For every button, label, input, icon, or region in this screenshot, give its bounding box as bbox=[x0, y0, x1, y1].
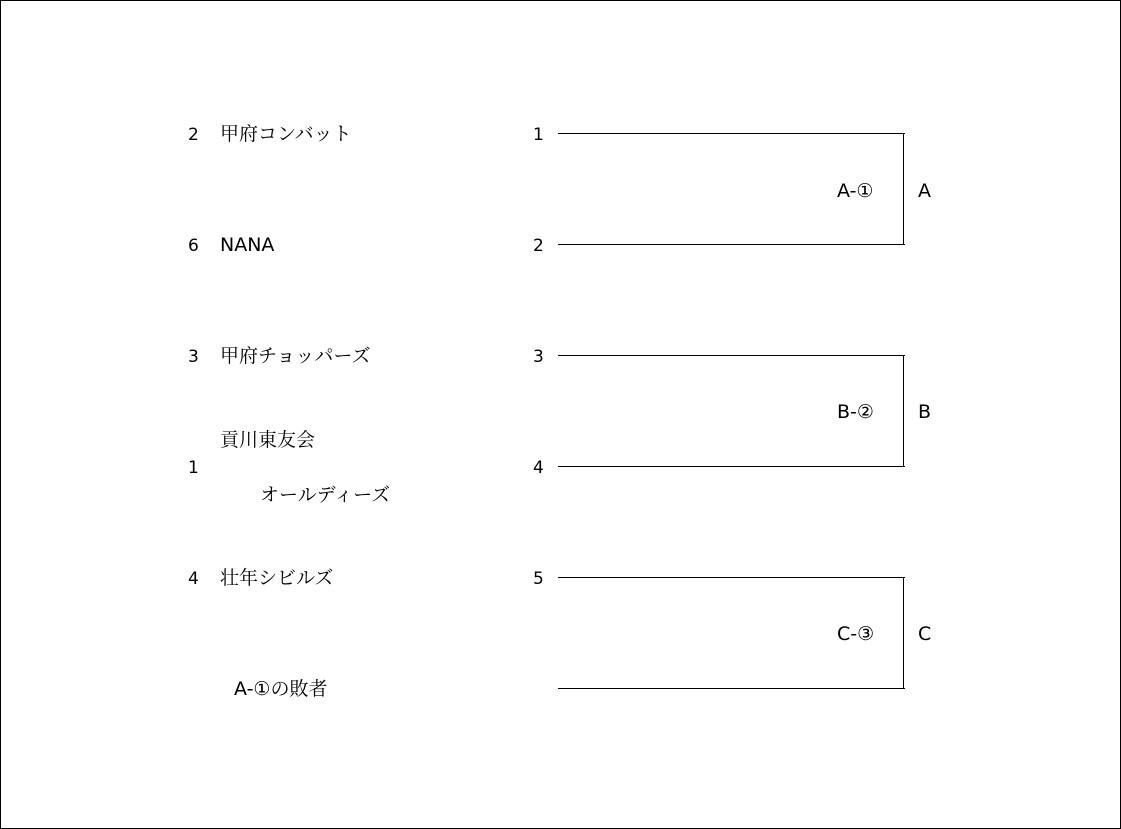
team-name: 甲府チョッパーズ bbox=[220, 345, 371, 367]
slot-number: 3 bbox=[533, 347, 544, 367]
match-label: C-③ bbox=[837, 623, 875, 645]
team-name: 甲府コンバット bbox=[220, 123, 352, 145]
slot-number: 2 bbox=[533, 236, 544, 256]
team-name: A-①の敗者 bbox=[234, 678, 328, 700]
team-name-line1: 貢川東友会 bbox=[220, 429, 316, 451]
bracket-connector bbox=[903, 355, 904, 467]
seed-number: 3 bbox=[188, 347, 199, 367]
bracket-line bbox=[558, 466, 905, 467]
seed-number: 2 bbox=[188, 125, 199, 145]
match-label: B-② bbox=[837, 401, 874, 423]
group-label: B bbox=[918, 401, 932, 423]
seed-number: 6 bbox=[188, 236, 199, 256]
seed-number: 1 bbox=[188, 458, 199, 478]
bracket-connector bbox=[903, 577, 904, 689]
team-name-line2: オールディーズ bbox=[260, 484, 391, 506]
team-name: NANA bbox=[220, 234, 275, 256]
slot-number: 4 bbox=[533, 458, 544, 478]
seed-number: 4 bbox=[188, 569, 199, 589]
bracket-line bbox=[558, 577, 905, 578]
group-label: C bbox=[918, 623, 932, 645]
match-label: A-① bbox=[837, 180, 874, 202]
slot-number: 5 bbox=[533, 569, 544, 589]
bracket-line bbox=[558, 133, 905, 134]
bracket-connector bbox=[903, 133, 904, 245]
team-name: 壮年シビルズ bbox=[220, 567, 334, 589]
bracket-line bbox=[558, 688, 905, 689]
group-label: A bbox=[918, 180, 931, 202]
bracket-line bbox=[558, 244, 905, 245]
slot-number: 1 bbox=[533, 125, 544, 145]
bracket-line bbox=[558, 355, 905, 356]
